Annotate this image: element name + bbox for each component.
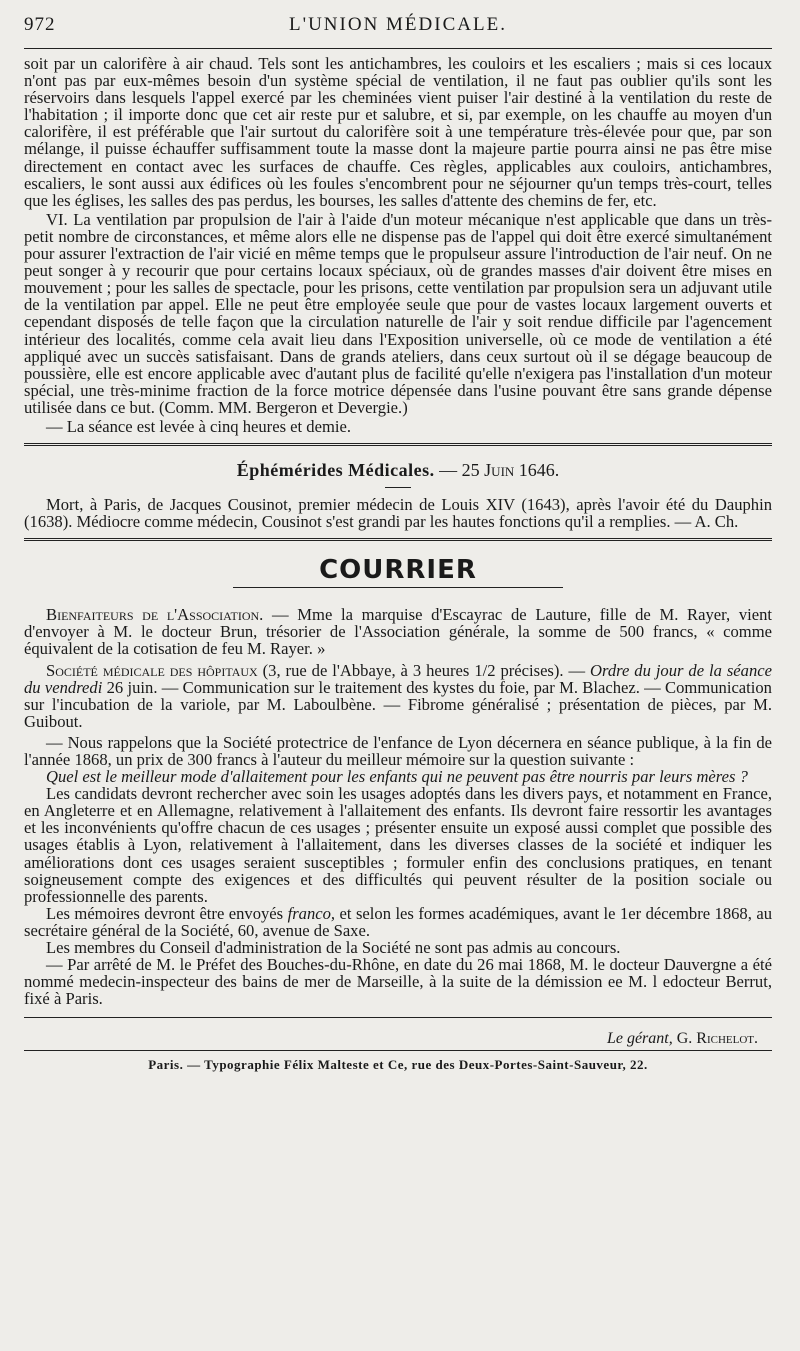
ephemerides-rule: [385, 487, 411, 488]
bienfaiteurs-heading: Bienfaiteurs de l'Association.: [46, 605, 264, 625]
memoires-text-2: et selon les formes académiques, avant le 1er décembre 1868, au secrétaire général de la Société, 60, avenue de Saxe.: [24, 903, 772, 940]
ephemerides-section: [24, 460, 772, 530]
memoires-franco: franco,: [287, 903, 336, 923]
ephemerides-text: Mort, à Paris, de Jacques Cousinot, premier médecin de Louis XIV (1643), après l'avoir été du Dauphin (1638). Médiocre comme médecin, Cousinot s'est grandi par les hautes fonctions qu'il a remplies. — A. Ch.: [24, 495, 772, 532]
paragraph-seance-levee: — La séance est levée à cinq heures et demie.: [46, 416, 351, 436]
journal-title: L'UNION MÉDICALE.: [289, 14, 507, 35]
prize-question: Quel est le meilleur mode d'allaitement pour les enfants qui ne peuvent pas être nourris par leurs mères ?: [46, 767, 748, 787]
page-header: [24, 14, 772, 48]
footer-rule: [24, 1017, 772, 1018]
paragraph-candidats: Les candidats devront rechercher avec soin les usages adoptés dans les divers pays, et notamment en France, en Angleterre et en Allemagne, relativement à l'allaitement des enfants. Ils devront faire ressortir les avantages et les inconvénients qu'offre chacun de ces usages ; présenter ensuite un exposé aussi complet que possible des usages établis à Lyon, relativement à l'allaitement, dans les diverses classes de la société et indiquer les améliorations dont ces usages seraient susceptibles ; formuler enfin des conclusions pratiques, en tenant soigneusement compte des exigences et des difficultés qui peuvent résulter de la position sociale ou professionnelle des parents.: [24, 784, 772, 906]
ephemerides-heading: [24, 460, 772, 481]
paragraph-ventilation-1: soit par un calorifère à air chaud. Tels sont les antichambres, les couloirs et les escaliers ; mais si ces locaux n'ont pas par eux-mêmes besoin d'un système spécial de ventilation, il ne faut pas oublier qu'ils sont les réservoirs dans lesquels l'appel exercé par les cheminées vient puiser l'air destiné à la ventilation du reste de l'habitation ; il importe donc que cet air reste pur et salubre, et si, par exemple, on les chauffe au moyen d'un calorifère, il est préférable que l'air surtout du calorifère soit à une température très-élevée pour que, par son mélange, il puisse échauffer suffisamment toute la masse dont la majeure partie pourra ainsi ne pas être mise directement en contact avec les surfaces de chauffe. Ces règles, applicables aux couloirs, antichambres, escaliers, le sont aussi aux édifices où les foules s'encombrent pour ne séjourner qu'un temps très-court, telles que les églises, les salles des pas perdus, les bourses, les salles d'attente des chemins de fer, etc.: [24, 54, 772, 210]
gerant-label: Le gérant,: [606, 1030, 673, 1048]
paragraph-societe-medicale: [24, 662, 772, 730]
societe-ordre-du-jour: Ordre du jour de la séance du vendredi: [24, 660, 772, 697]
societe-text-2: 26 juin. — Communication sur le traitement des kystes du foie, par M. Blachez. — Communication sur l'incubation de la variole, par M. Laboulbène. — Fibrome généralisé ; présentation de pièces, par M. Guibout.: [24, 677, 772, 731]
paragraph-ventilation-2: VI. La ventilation par propulsion de l'air à l'aide d'un moteur mécanique n'est applicable que dans un très-petit nombre de circonstances, et même alors elle ne dispense pas de l'appel qui doit être exercé simultanément pour assurer l'extraction de l'air vicié en même temps que le propulseur assure l'introduction de l'air neuf. On ne peut songer à y recourir que pour certains locaux spéciaux, où de grandes masses d'air doivent être mises en mouvement ; pour les salles de spectacle, pour les prisons, cette ventilation par propulsion sera un adjuvant utile de la ventilation par appel. Elle ne peut être employée seule que pour de vastes locaux largement ouverts et cependant disposés de telle façon que la circulation naturelle de l'air y soit rendue difficile par l'agencement intérieur des localités, comme cela avait lieu dans l'Exposition universelle, où ce mode de ventilation a été appliqué avec un succès satisfaisant. Dans de grands ateliers, dans ceux surtout où il se dégage beaucoup de poussière, elle est encore applicable avec d'autant plus de facilité qu'elle n'exigera pas l'installation d'un moteur spécial, une très-minime fraction de la force motrice dépensée dans l'usine pouvant être sans grande dépense utilisée dans ce but. (Comm. MM. Bergeron et Devergie.): [24, 209, 772, 417]
paragraph-conseil: Les membres du Conseil d'administration de la Société ne sont pas admis au concours.: [46, 938, 621, 958]
courrier-rule: [233, 587, 563, 588]
societe-text-1: (3, rue de l'Abbaye, à 3 heures 1/2 précises). —: [262, 660, 586, 680]
ephemerides-date: — 25 Juin 1646.: [439, 460, 560, 481]
memoires-text-1: Les mémoires devront être envoyés: [46, 903, 284, 923]
paragraph-memoires: [24, 905, 772, 939]
section-divider: [24, 538, 772, 541]
bienfaiteurs-text: — Mme la marquise d'Escayrac de Lauture, fille de M. Rayer, vient d'envoyer à M. le docteur Brun, trésorier de l'Association générale, la somme de 500 francs, « comme équivalent de la cotisation de feu M. Rayer. »: [24, 605, 773, 659]
section-divider: [24, 443, 772, 446]
ephemerides-title: Éphémérides Médicales.: [236, 460, 435, 481]
courrier-title: COURRIER: [319, 555, 477, 586]
printer-imprint: Paris. — Typographie Félix Malteste et Ce, rue des Deux-Portes-Saint-Sauveur, 22.: [148, 1057, 648, 1073]
paragraph-prix-lyon: — Nous rappelons que la Société protectrice de l'enfance de Lyon décernera en séance publique, à la fin de l'année 1868, un prix de 300 francs à l'auteur du meilleur mémoire sur la question suivante :: [24, 732, 772, 769]
paragraph-bienfaiteurs: [24, 606, 772, 657]
paragraph-arrete-prefet: — Par arrêté de M. le Préfet des Bouches-du-Rhône, en date du 26 mai 1868, M. le docteur Dauvergne a été nommé medecin-inspecteur des bains de mer de Marseille, à la suite de la démission ee M. l edocteur Berrut, fixé à Paris.: [24, 955, 772, 1009]
header-rule: [24, 48, 772, 49]
societe-heading: Société médicale des hôpitaux: [46, 660, 258, 680]
gerant-name: G. Richelot.: [676, 1030, 758, 1048]
page-number: 972: [24, 14, 56, 35]
courrier-section: [24, 555, 772, 1007]
gerant-signature: [24, 1030, 758, 1048]
ventilation-section: [24, 55, 772, 435]
imprint-rule: [24, 1050, 772, 1051]
